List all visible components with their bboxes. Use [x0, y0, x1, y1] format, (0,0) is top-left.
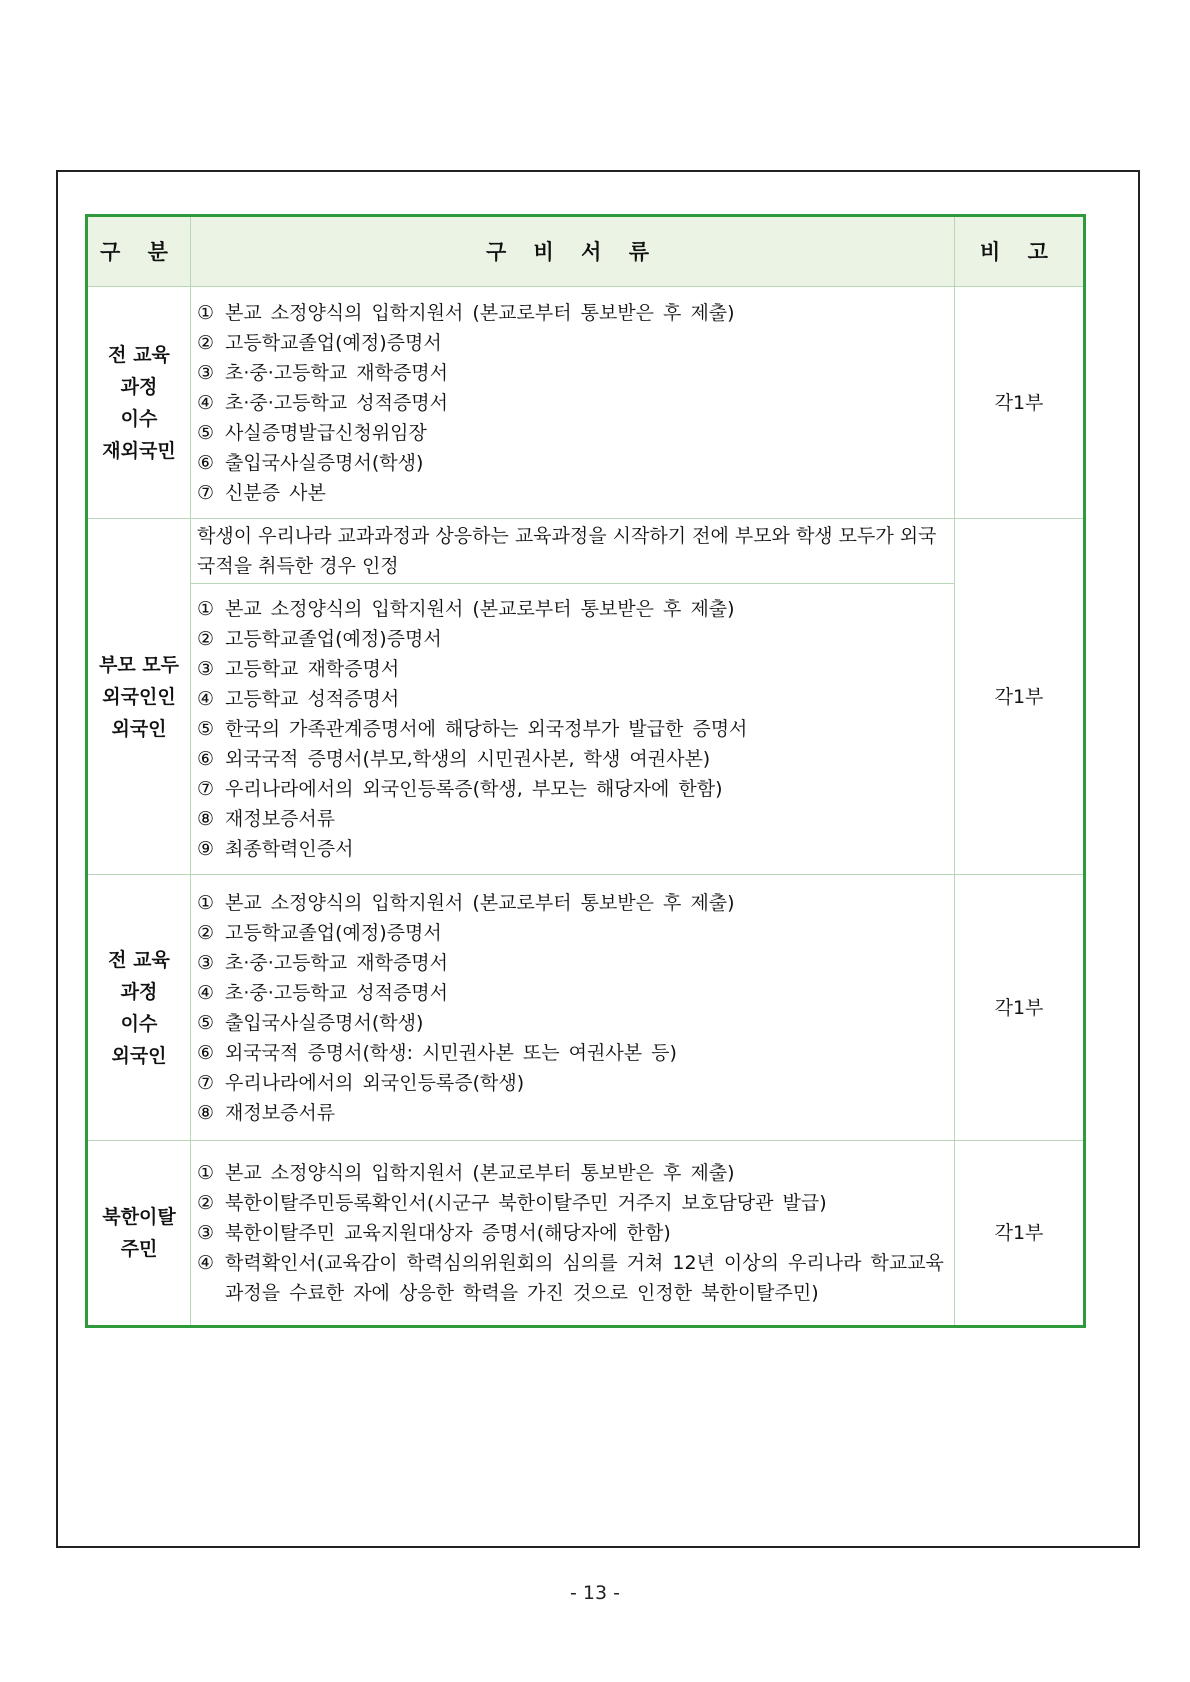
item-marker: ⑥: [197, 748, 215, 770]
documents-cell: [191, 287, 955, 519]
category-line: 이수: [120, 407, 158, 430]
item-text: 우리나라에서의 외국인등록증(학생, 부모는 해당자에 한함): [225, 778, 723, 800]
category-line: 재외국민: [102, 439, 176, 462]
item-marker: ④: [197, 1252, 215, 1274]
item-marker: ②: [197, 628, 215, 650]
item-marker: ②: [197, 331, 215, 354]
list-item: [197, 418, 948, 448]
item-text: 외국국적 증명서(부모,학생의 시민권사본, 학생 여권사본): [225, 748, 711, 770]
item-text: 초·중·고등학교 재학증명서: [225, 361, 449, 384]
item-marker: ⑤: [197, 718, 215, 740]
list-item: [197, 978, 948, 1008]
list-item: [197, 804, 948, 834]
item-marker: ⑤: [197, 1011, 215, 1034]
item-text: 학력확인서(교육감이 학력심의위원회의 심의를 거쳐 12년 이상의 우리나라 학교교육과정을 수료한 자에 상응한 학력을 가진 것으로 인정한 북한이탈주민): [225, 1252, 944, 1304]
item-marker: ③: [197, 658, 215, 680]
category-line: 북한이탈: [102, 1206, 176, 1228]
item-text: 고등학교 재학증명서: [225, 658, 400, 680]
item-text: 초·중·고등학교 성적증명서: [225, 981, 449, 1004]
item-text: 본교 소정양식의 입학지원서 (본교로부터 통보받은 후 제출): [225, 1162, 735, 1184]
item-marker: ①: [197, 891, 215, 914]
list-item: [197, 388, 948, 418]
item-marker: ③: [197, 1222, 215, 1244]
note-cell: 각1부: [955, 287, 1085, 519]
list-item: [197, 1248, 948, 1308]
item-text: 초·중·고등학교 성적증명서: [225, 391, 449, 414]
item-text: 초·중·고등학교 재학증명서: [225, 951, 449, 974]
item-marker: ⑧: [197, 1101, 215, 1124]
category-line: 외국인: [111, 717, 167, 740]
table-row: [87, 584, 1085, 875]
list-item: [197, 298, 948, 328]
item-text: 북한이탈주민등록확인서(시군구 북한이탈주민 거주지 보호담당관 발급): [225, 1192, 827, 1214]
category-cell: [87, 519, 191, 875]
page-number: - 13 -: [570, 1582, 620, 1604]
list-item: [197, 1158, 948, 1188]
category-line: 부모 모두: [98, 653, 180, 676]
item-marker: ④: [197, 688, 215, 710]
table-header-row: [87, 216, 1085, 287]
item-marker: ⑦: [197, 481, 215, 504]
item-marker: ④: [197, 391, 215, 414]
list-item: [197, 448, 948, 478]
list-item: [197, 624, 948, 654]
category-line: 전 교육: [108, 343, 170, 366]
item-marker: ⑤: [197, 421, 215, 444]
item-text: 외국국적 증명서(학생: 시민권사본 또는 여권사본 등): [225, 1041, 677, 1064]
list-item: [197, 774, 948, 804]
required-documents-table: [85, 214, 1086, 1328]
category-line: 외국인: [111, 1044, 167, 1067]
list-item: [197, 684, 948, 714]
document-list: [197, 1158, 948, 1308]
list-item: [197, 654, 948, 684]
item-text: 우리나라에서의 외국인등록증(학생): [225, 1071, 525, 1094]
list-item: [197, 948, 948, 978]
note-cell: 각1부: [955, 875, 1085, 1141]
table-row: [87, 875, 1085, 1141]
category-cell: [87, 875, 191, 1141]
list-item: [197, 1008, 948, 1038]
item-marker: ⑥: [197, 451, 215, 474]
table-row: [87, 519, 1085, 584]
item-text: 고등학교졸업(예정)증명서: [225, 921, 442, 944]
category-line: 이수: [120, 1012, 158, 1035]
list-item: [197, 744, 948, 774]
item-text: 재정보증서류: [225, 1101, 336, 1124]
header-documents: 구 비 서 류: [191, 216, 955, 287]
documents-cell: [191, 1141, 955, 1327]
list-item: [197, 1218, 948, 1248]
list-item: [197, 918, 948, 948]
item-text: 재정보증서류: [225, 808, 336, 830]
item-marker: ③: [197, 951, 215, 974]
document-list: [197, 298, 948, 508]
item-marker: ②: [197, 921, 215, 944]
item-marker: ⑦: [197, 1071, 215, 1094]
item-text: 고등학교졸업(예정)증명서: [225, 628, 442, 650]
header-category: 구 분: [87, 216, 191, 287]
table-row: [87, 287, 1085, 519]
item-text: 한국의 가족관계증명서에 해당하는 외국정부가 발급한 증명서: [225, 718, 748, 740]
item-text: 출입국사실증명서(학생): [225, 1011, 424, 1034]
documents-cell: [191, 875, 955, 1141]
item-text: 사실증명발급신청위임장: [225, 421, 427, 444]
list-item: [197, 594, 948, 624]
list-item: [197, 1098, 948, 1128]
item-text: 북한이탈주민 교육지원대상자 증명서(해당자에 한함): [225, 1222, 671, 1244]
item-marker: ⑦: [197, 778, 215, 800]
item-text: 신분증 사본: [225, 481, 326, 504]
header-note: 비 고: [955, 216, 1085, 287]
list-item: [197, 888, 948, 918]
category-line: 전 교육: [108, 948, 170, 971]
item-text: 고등학교 성적증명서: [225, 688, 400, 710]
category-cell: [87, 1141, 191, 1327]
item-marker: ②: [197, 1192, 215, 1214]
item-marker: ①: [197, 301, 215, 324]
document-list: [197, 594, 948, 864]
item-marker: ①: [197, 1162, 215, 1184]
note-cell: 각1부: [955, 519, 1085, 875]
list-item: [197, 714, 948, 744]
item-marker: ①: [197, 598, 215, 620]
table-row: [87, 1141, 1085, 1327]
list-item: [197, 1038, 948, 1068]
item-marker: ⑥: [197, 1041, 215, 1064]
documents-cell: [191, 584, 955, 875]
list-item: [197, 834, 948, 864]
item-text: 본교 소정양식의 입학지원서 (본교로부터 통보받은 후 제출): [225, 598, 735, 620]
item-text: 고등학교졸업(예정)증명서: [225, 331, 442, 354]
item-marker: ⑨: [197, 838, 215, 860]
item-marker: ④: [197, 981, 215, 1004]
item-marker: ⑧: [197, 808, 215, 830]
category-cell: [87, 287, 191, 519]
item-text: 본교 소정양식의 입학지원서 (본교로부터 통보받은 후 제출): [225, 891, 735, 914]
list-item: [197, 328, 948, 358]
list-item: [197, 1068, 948, 1098]
list-item: [197, 1188, 948, 1218]
note-cell: 각1부: [955, 1141, 1085, 1327]
item-text: 본교 소정양식의 입학지원서 (본교로부터 통보받은 후 제출): [225, 301, 735, 324]
category-line: 과정: [120, 980, 158, 1003]
category-line: 주민: [120, 1238, 158, 1260]
document-list: [197, 888, 948, 1128]
category-line: 외국인인: [102, 685, 176, 708]
condition-cell: 학생이 우리나라 교과과정과 상응하는 교육과정을 시작하기 전에 부모와 학생 모두가 외국국적을 취득한 경우 인정: [191, 519, 955, 584]
list-item: [197, 478, 948, 508]
item-marker: ③: [197, 361, 215, 384]
item-text: 출입국사실증명서(학생): [225, 451, 424, 474]
list-item: [197, 358, 948, 388]
category-line: 과정: [120, 375, 158, 398]
item-text: 최종학력인증서: [225, 838, 354, 860]
